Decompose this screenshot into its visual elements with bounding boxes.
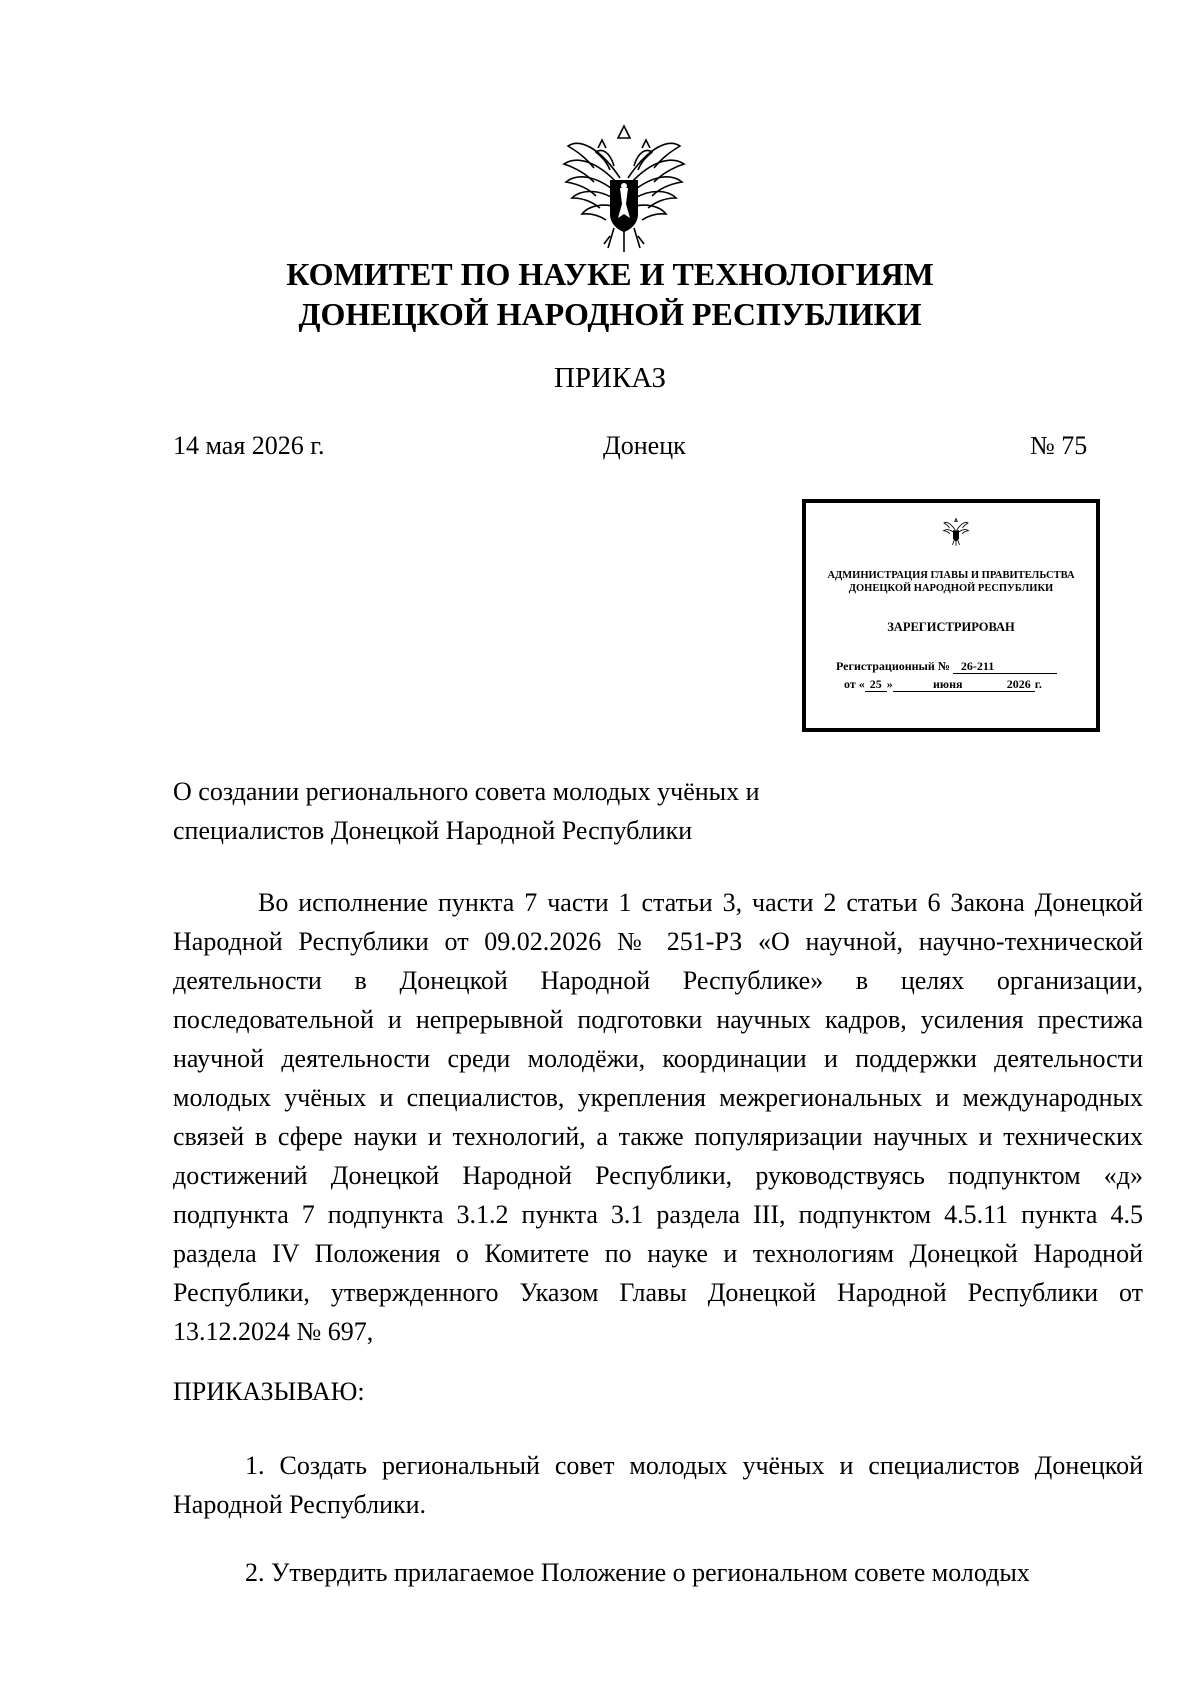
preamble-paragraph: Во исполнение пункта 7 части 1 статьи 3, части 2 статьи 6 Закона Донецкой Народной Республики от 09.02.2026 № 251-РЗ «О научной, научно-технической деятельности в Донецкой Народной Республике» в целях организации, последовательной и непрерывной подготовки научных кадров, усиления престижа научной деятельности среди молодёжи, координации и поддержки деятельности молодых учёных и специалистов, укрепления межрегиональных и международных связей в сфере науки и технологий, а также популяризации научных и технических достижений Донецкой Народной Республики, руководствуясь подпунктом «д» подпункта 7 подпункта 3.1.2 пункта 3.1 раздела III, подпунктом 4.5.11 пункта 4.5 раздела IV Положения о Комитете по науке и технологиям Донецкой Народной Республики, утвержденного Указом Главы Донецкой Народной Республики от 13.12.2024 № 697, — [173, 888, 1143, 1346]
order-item-1: 1. Создать региональный совет молодых учёных и специалистов Донецкой Народной Республики. — [173, 1451, 1143, 1519]
order-word: ПРИКАЗЫВАЮ: — [173, 1377, 365, 1406]
stamp-registration-number-row — [836, 659, 1057, 674]
stamp-date-month: июня — [893, 678, 1003, 692]
stamp-organization-line-1: АДМИНИСТРАЦИЯ ГЛАВЫ И ПРАВИТЕЛЬСТВА — [827, 570, 1075, 581]
subject-line-2: специалистов Донецкой Народной Республики — [173, 816, 693, 845]
stamp-status: ЗАРЕГИСТРИРОВАН — [887, 620, 1015, 634]
stamp-date-prefix: от « — [844, 677, 865, 691]
organization-title-line-2: ДОНЕЦКОЙ НАРОДНОЙ РЕСПУБЛИКИ — [298, 296, 922, 332]
stamp-registration-date-row — [844, 677, 1042, 692]
stamp-registration-number: 26-211 — [953, 660, 1057, 674]
organization-title-line-1: КОМИТЕТ ПО НАУКЕ И ТЕХНОЛОГИЯМ — [286, 256, 934, 292]
document-type: ПРИКАЗ — [553, 362, 667, 394]
stamp-date-year: 2026 — [1003, 678, 1035, 692]
document-city: Донецк — [603, 431, 686, 460]
stamp-date-separator: » — [886, 677, 893, 691]
stamp-registration-label: Регистрационный № — [836, 659, 950, 673]
stamp-date-suffix: г. — [1034, 677, 1042, 691]
document-subject — [173, 772, 873, 850]
stamp-organization-line-2: ДОНЕЦКОЙ НАРОДНОЙ РЕСПУБЛИКИ — [848, 583, 1054, 594]
registration-stamp — [802, 499, 1100, 732]
dpr-coat-of-arms-icon — [560, 118, 688, 258]
subject-line-1: О создании регионального совета молодых учёных и — [173, 777, 760, 806]
order-item-2: 2. Утвердить прилагаемое Положение о региональном совете молодых — [245, 1558, 1030, 1587]
document-date: 14 мая 2026 г. — [173, 431, 325, 460]
document-number: № 75 — [1030, 431, 1088, 460]
dpr-coat-of-arms-icon — [942, 517, 970, 547]
stamp-date-day: 25 — [865, 678, 887, 692]
